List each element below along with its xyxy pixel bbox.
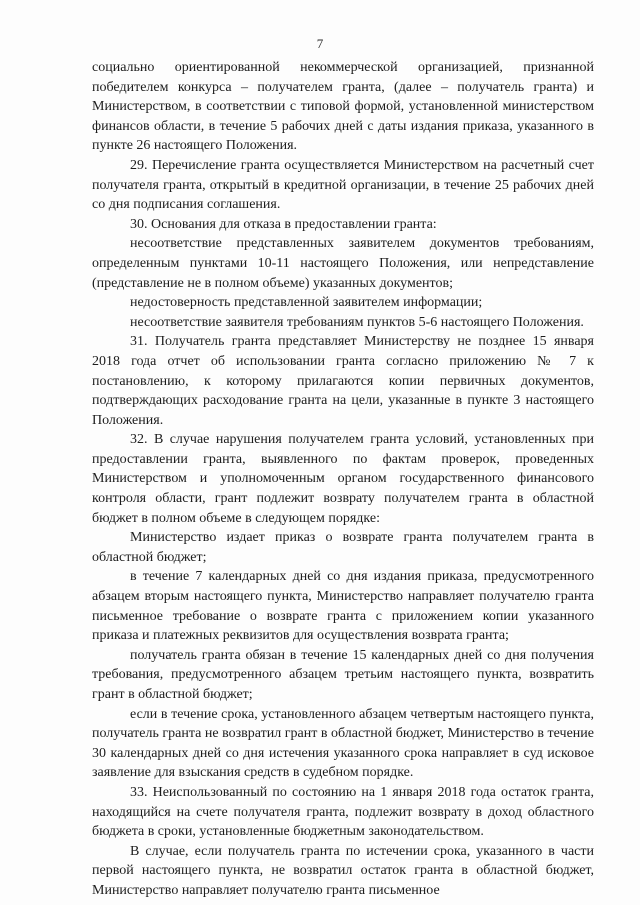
paragraph-32: 32. В случае нарушения получателем гранта условий, установленных при предоставлении гранта, выявленного по фактам проверок, проведенных Министерством и уполномоченным органом государственного финансового контроля области, грант подлежит возврату получателем гранта в областной бюджет в полном объеме в следующем порядке:: [92, 432, 594, 526]
paragraph-32-item-4: если в течение срока, установленного абзацем четвертым настоящего пункта, получатель гранта не возвратил грант в областной бюджет, Министерство в течение 30 календарных дней со дня истечения указанного срока направляет в суд исковое заявление для взыскания средств в судебном порядке.: [92, 706, 594, 781]
paragraph-30-item-1: несоответствие представленных заявителем документов требованиям, определенным пунктами 10-11 настоящего Положения, или непредставление (представление не в полном объеме) указанных документов;: [92, 236, 594, 291]
paragraph-32-item-2: в течение 7 календарных дней со дня издания приказа, предусмотренного абзацем вторым настоящего пункта, Министерство направляет получателю гранта письменное требование о возврате гранта с приложением копии указанного приказа и платежных реквизитов для осуществления возврата гранта;: [92, 569, 594, 644]
paragraph-30: 30. Основания для отказа в предоставлении гранта:: [130, 216, 437, 232]
page-number: 7: [316, 36, 324, 51]
paragraph-32-item-1: Министерство издает приказ о возврате гранта получателем гранта в областной бюджет;: [92, 530, 594, 565]
paragraph-32-item-3: получатель гранта обязан в течение 15 календарных дней со дня получения требования, предусмотренного абзацем третьим настоящего пункта, возвратить грант в областной бюджет;: [92, 647, 594, 702]
paragraph-30-item-2: недостоверность представленной заявителем информации;: [130, 295, 483, 311]
paragraph-31: 31. Получатель гранта представляет Министерству не позднее 15 января 2018 года отчет об использовании гранта согласно приложению № 7 к постановлению, к которому прилагаются копии первичных документов, подтверждающих расходование гранта на цели, указанные в пункте 3 настоящего Положения.: [92, 334, 594, 428]
paragraph-33-part-2: В случае, если получатель гранта по истечении срока, указанного в части первой настоящего пункта, не возвратил остаток гранта в областной бюджет, Министерство направляет получателю гранта письменное: [92, 843, 594, 898]
document-body: [92, 58, 594, 901]
paragraph-30-item-3: несоответствие заявителя требованиям пунктов 5-6 настоящего Положения.: [130, 314, 584, 330]
paragraph-33: 33. Неиспользованный по состоянию на 1 января 2018 года остаток гранта, находящийся на счете получателя гранта, подлежит возврату в доход областного бюджета в сроки, установленные бюджетным законодательством.: [92, 784, 594, 840]
paragraph-29: 29. Перечисление гранта осуществляется Министерством на расчетный счет получателя гранта, открытый в кредитной организации, в течение 25 рабочих дней со дня подписания соглашения.: [92, 157, 594, 213]
paragraph-continuation: социально ориентированной некоммерческой организацией, признанной победителем конкурса – получателем гранта, (далее – получатель гранта) и Министерством, в соответствии с типовой формой, установленной министерством финансов области, в течение 5 рабочих дней с даты издания приказа, указанного в пункте 26 настоящего Положения.: [92, 60, 594, 154]
